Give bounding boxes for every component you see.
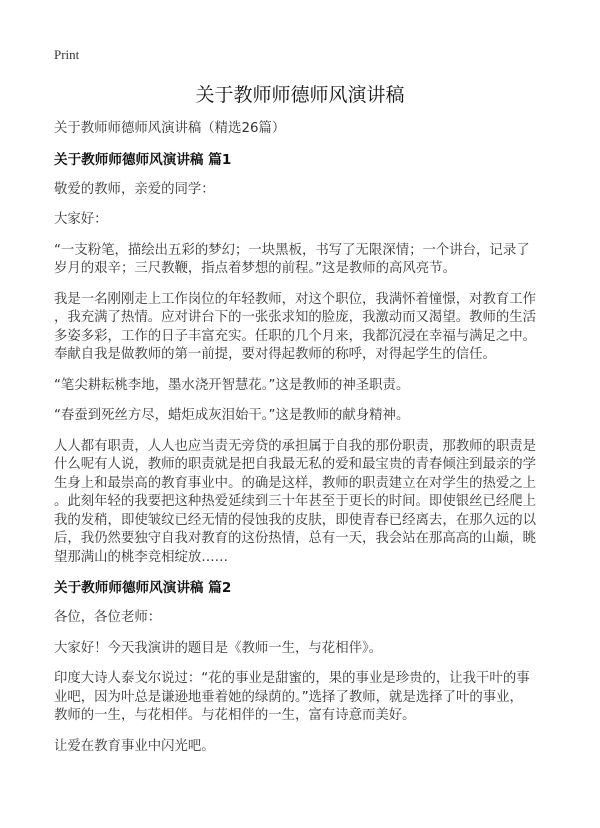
paragraph (54, 181, 574, 200)
paragraph (54, 242, 574, 279)
text-line: 让爱在教育事业中闪光吧。 (54, 738, 215, 754)
paragraph (54, 377, 574, 396)
text-line: 生身上和最崇高的教育事业中。的确是这样，教师的职责建立在对学生的热爱之上 (54, 475, 537, 491)
text-line: 各位，各位老师： (54, 610, 162, 625)
text-line: 人人都有职责，人人也应当责无旁贷的承担属于自我的那份职责，那教师的职责是 (54, 438, 537, 454)
text-line: 大家好： (54, 212, 108, 227)
text-line: 望那满山的桃李竞相绽放…… (54, 549, 229, 565)
paragraph (54, 738, 574, 757)
text-line: 多姿多彩，工作的日子丰富充实。任职的几个月来，我都沉浸在幸福与满足之中。 (54, 328, 537, 344)
text-line: 教师的一生，与花相伴。与花相伴的一生，富有诗意而美好。 (54, 708, 416, 723)
text-line: 。此刻年轻的我要把这种热爱延续到三十年甚至于更长的时间。即使银丝已经爬上 (54, 494, 537, 509)
text-line: 我是一名刚刚走上工作岗位的年轻教师，对这个职位，我满怀着憧憬，对教育工作 (54, 291, 537, 307)
section-heading (54, 579, 574, 597)
text-line: 印度大诗人泰戈尔说过：“花的事业是甜蜜的，果的事业是珍贵的，让我干叶的事 (54, 671, 530, 686)
text-line: 关于教师师德师风演讲稿 篇1 (54, 151, 232, 168)
paragraph (54, 438, 574, 568)
paragraph (54, 640, 574, 659)
article-body (54, 120, 574, 768)
text-line: 岁月的艰辛；三尺教鞭，指点着梦想的前程。”这是教师的高风亮节。 (54, 261, 456, 276)
paragraph (54, 211, 574, 230)
text-line: 后，我仍然要独守自我对教育的这份热情，总有一天，我会站在那高高的山巅，眺 (54, 531, 537, 546)
page-title: 关于教师师德师风演讲稿 (195, 84, 405, 106)
text-line: “笔尖耕耘桃李地，墨水浇开智慧花。”这是教师的神圣职责。 (54, 377, 410, 393)
paragraph (54, 120, 574, 139)
print-link[interactable]: Print (54, 47, 80, 62)
text-line: “春蚕到死丝方尽，蜡炬成灰泪始干。”这是教师的献身精神。 (54, 408, 410, 423)
text-line: 关于教师师德师风演讲稿 篇2 (54, 580, 232, 596)
text-line: 敬爱的教师，亲爱的同学： (54, 181, 215, 197)
text-line: 大家好！今天我演讲的题目是《教师一生，与花相伴》。 (54, 640, 383, 656)
text-line: 我的发稍，即使皱纹已经无情的侵蚀我的皮肤，即使青春已经离去，在那久远的以 (54, 512, 537, 528)
section-heading (54, 151, 574, 169)
paragraph (54, 609, 574, 628)
paragraph (54, 670, 574, 726)
text-line: ，我充满了热情。应对讲台下的一张张求知的脸庞，我激动而又渴望。教师的生活 (54, 310, 537, 325)
text-line: 关于教师师德师风演讲稿（精选26篇） (54, 121, 286, 136)
text-line: 奉献自我是做教师的第一前提，要对得起教师的称呼，对得起学生的信任。 (54, 347, 496, 362)
paragraph (54, 291, 574, 365)
text-line: 什么呢有人说，教师的职责就是把自我最无私的爱和最宝贵的青春倾注到最亲的学 (54, 457, 537, 472)
text-line: “一支粉笔，描绘出五彩的梦幻；一块黑板，书写了无限深情；一个讲台，记录了 (54, 242, 530, 258)
paragraph (54, 407, 574, 426)
text-line: 业吧，因为叶总是谦逊地垂着她的绿荫的。”选择了教师，就是选择了叶的事业， (54, 689, 523, 705)
